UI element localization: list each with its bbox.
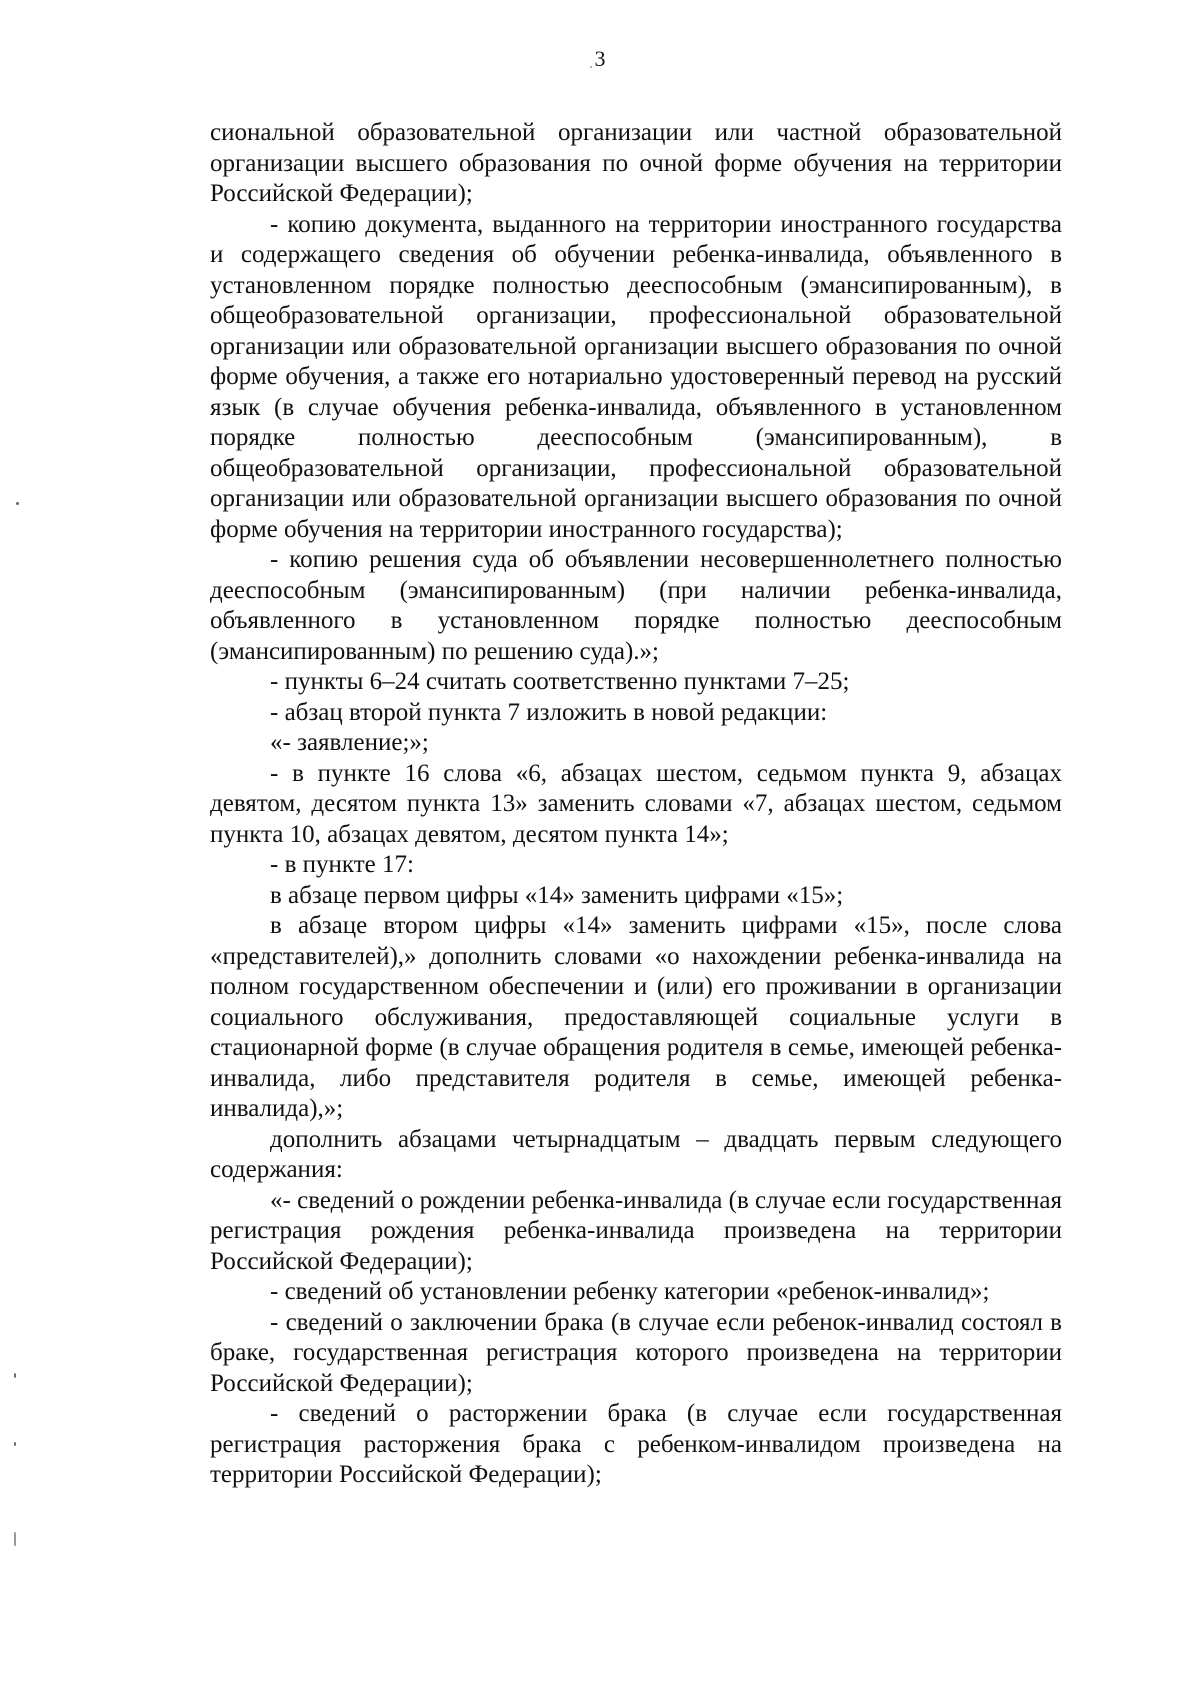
paragraph-9: в абзаце первом цифры «14» заменить цифрами «15»; (270, 881, 844, 909)
scan-speck (16, 502, 19, 505)
paragraph-13: - сведений об установлении ребенку категории «ребенок-инвалид»; (270, 1278, 990, 1305)
paragraph-10: в абзаце втором цифры «14» заменить цифрами «15», после слова «представителей),» дополнить словами «о нахождении ребенка-инвалида на полном государственном обеспечении и (или) его проживании в организации социального обслуживания, предоставляющей социальные услуги в стационарной форме (в случае обращения родителя в семье, имеющей ребенка-инвалида, либо представителя родителя в семье, имеющей ребенка-инвалида),»; (210, 912, 1062, 1122)
scan-speck (14, 1442, 16, 1446)
scan-speck (14, 1373, 16, 1378)
paragraph-12: «- сведений о рождении ребенка-инвалида (в случае если государственная регистрация рождения ребенка-инвалида произведена на территории Российской Федерации); (210, 1186, 1062, 1275)
scan-speck (14, 1532, 16, 1546)
paragraph-1: сиональной образовательной организации или частной образовательной организации высшего образования по очной форме обучения на территории Российской Федерации); (210, 119, 1062, 207)
paragraph-7: - в пункте 16 слова «6, абзацах шестом, седьмом пункта 9, абзацах девятом, десятом пункта 13» заменить словами «7, абзацах шестом, седьмом пункта 10, абзацах девятом, десятом пункта 14»; (210, 759, 1062, 848)
paragraph-6: «- заявление;»; (270, 729, 429, 756)
paragraph-8: - в пункте 17: (270, 851, 414, 878)
paragraph-4: - пункты 6–24 считать соответственно пунктами 7–25; (270, 668, 850, 695)
document-body (210, 118, 1062, 1491)
paragraph-15: - сведений о расторжении брака (в случае если государственная регистрация расторжения брака с ребенком-инвалидом произведена на территории Российской Федерации); (210, 1400, 1062, 1488)
page-number: 3 (594, 46, 606, 71)
paragraph-3: - копию решения суда об объявлении несовершеннолетнего полностью дееспособным (эмансипированным) (при наличии ребенка-инвалида, объявленного в установленном порядке полностью дееспособным (эмансипированным) по решению суда).»; (210, 546, 1062, 665)
paragraph-11: дополнить абзацами четырнадцатым – двадцать первым следующего содержания: (210, 1125, 1062, 1183)
paragraph-14: - сведений о заключении брака (в случае если ребенок-инвалид состоял в браке, государственная регистрация которого произведена на территории Российской Федерации); (210, 1308, 1062, 1397)
scan-speck (590, 66, 592, 68)
paragraph-5: - абзац второй пункта 7 изложить в новой редакции: (270, 698, 828, 726)
paragraph-2: - копию документа, выданного на территории иностранного государства и содержащего сведения об обучении ребенка-инвалида, объявленного в установленном порядке полностью дееспособным (эмансипированным), в общеобразовательной организации, профессиональной образовательной организации или образовательной организации высшего образования по очной форме обучения, а также его нотариально удостоверенный перевод на русский язык (в случае обучения ребенка-инвалида, объявленного в установленном порядке полностью дееспособным (эмансипированным), в общеобразовательной организации, профессиональной образовательной организации или образовательной организации высшего образования по очной форме обучения на территории иностранного государства); (210, 210, 1062, 543)
